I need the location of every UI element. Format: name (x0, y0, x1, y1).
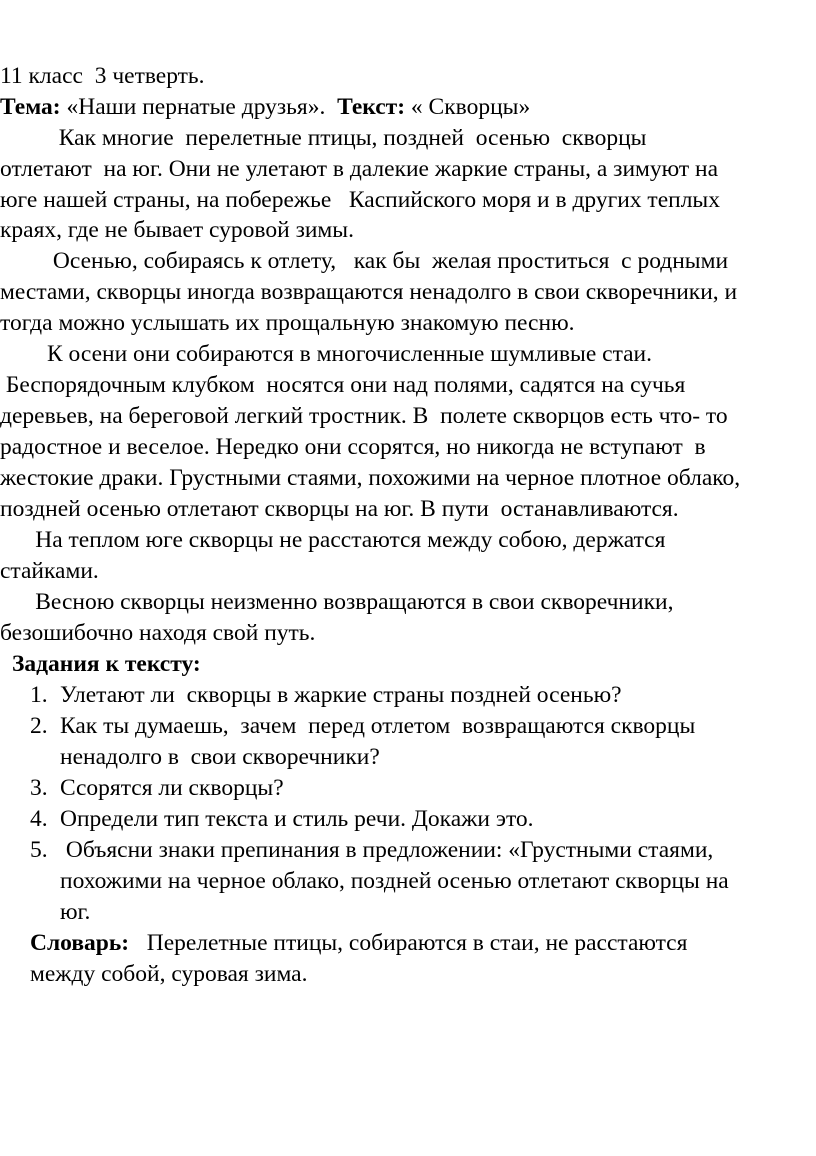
topic-value: «Наши пернатые друзья». (60, 94, 338, 120)
task-line: ненадолго в свои скворечники? (60, 744, 380, 770)
task-number: 4. (30, 806, 48, 832)
task-number: 3. (30, 775, 48, 801)
body-line: юге нашей страны, на побережье Каспийского моря и в других теплых (0, 187, 720, 213)
topic-label: Тема: (0, 94, 61, 120)
task-number: 2. (30, 713, 48, 739)
task-line: похожими на черное облако, поздней осенью отлетают скворцы на (60, 868, 729, 894)
body-line: стайками. (0, 558, 99, 584)
task-line: Улетают ли скворцы в жаркие страны поздней осенью? (60, 682, 622, 708)
vocabulary-line (30, 929, 687, 957)
tasks-heading: Задания к тексту: (12, 651, 201, 677)
task-number: 5. (30, 837, 48, 863)
task-line: юг. (60, 899, 91, 925)
body-line: радостное и веселое. Нередко они ссорятся, но никогда не вступают в (0, 434, 706, 460)
class-quarter-line: 11 класс 3 четверть. (0, 63, 205, 89)
task-number: 1. (30, 682, 48, 708)
body-line: отлетают на юг. Они не улетают в далекие жаркие страны, а зимуют на (0, 156, 719, 182)
vocabulary-label: Словарь: (30, 930, 130, 956)
text-label: Текст: (337, 94, 406, 120)
body-line: поздней осенью отлетают скворцы на юг. В пути останавливаются. (0, 496, 679, 522)
vocabulary-text: Перелетные птицы, собираются в стаи, не расстаются (129, 930, 688, 956)
body-line: Как многие перелетные птицы, поздней осенью скворцы (0, 125, 647, 151)
body-line: безошибочно находя свой путь. (0, 620, 316, 646)
body-line: деревьев, на береговой легкий тростник. В полете скворцов есть что- то (0, 403, 728, 429)
task-line: Ссорятся ли скворцы? (60, 775, 284, 801)
vocabulary-line: между собой, суровая зима. (30, 961, 308, 987)
body-line: краях, где не бывает суровой зимы. (0, 217, 354, 243)
task-line: Определи тип текста и стиль речи. Докажи это. (60, 806, 534, 832)
body-line: Весною скворцы неизменно возвращаются в свои скворечники, (0, 589, 674, 615)
task-line: Как ты думаешь, зачем перед отлетом возвращаются скворцы (60, 713, 696, 739)
body-line: тогда можно услышать их прощальную знакомую песню. (0, 310, 575, 336)
body-line: Осенью, собираясь к отлету, как бы желая проститься с родными (0, 248, 729, 274)
body-line: К осени они собираются в многочисленные шумливые стаи. (0, 341, 653, 367)
task-line: Объясни знаки препинания в предложении: «Грустными стаями, (60, 837, 714, 863)
body-line: Беспорядочным клубком носятся они над полями, садятся на сучья (0, 372, 686, 398)
text-title: « Скворцы» (405, 94, 531, 120)
body-line: местами, скворцы иногда возвращаются ненадолго в свои скворечники, и (0, 279, 738, 305)
body-line: жестокие драки. Грустными стаями, похожими на черное плотное облако, (0, 465, 741, 491)
body-line: На теплом юге скворцы не расстаются между собою, держатся (0, 527, 666, 553)
topic-line (0, 93, 530, 121)
